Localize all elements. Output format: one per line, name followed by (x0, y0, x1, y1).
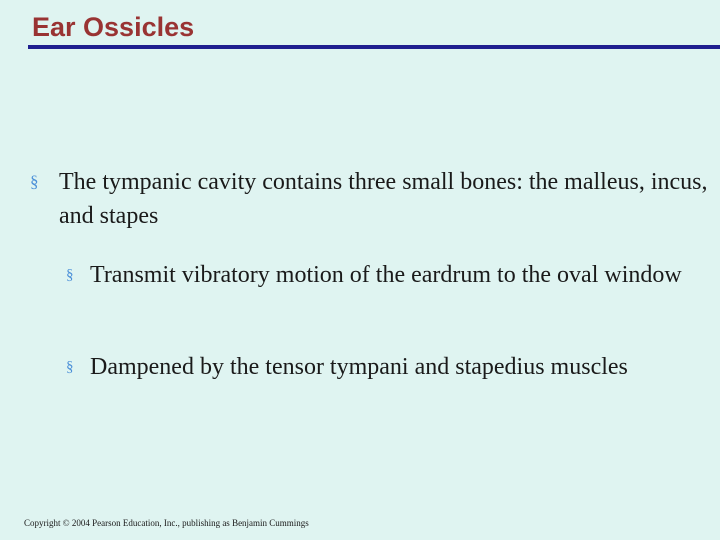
copyright-footer: Copyright © 2004 Pearson Education, Inc., publishing as Benjamin Cummings (24, 518, 309, 528)
bullet-text: The tympanic cavity contains three small bones: the malleus, incus, and stapes (59, 169, 708, 229)
bullet-marker-icon: § (66, 267, 74, 283)
title-underline-rule (28, 45, 720, 49)
bullet-text: Dampened by the tensor tympani and stapedius muscles (90, 354, 628, 380)
bullet-text: Transmit vibratory motion of the eardrum to the oval window (90, 262, 682, 288)
bullet-level2-item (66, 350, 706, 384)
bullet-level1-item (30, 165, 710, 233)
bullet-marker-icon: § (30, 172, 39, 191)
slide-title: Ear Ossicles (32, 12, 195, 42)
bullet-marker-icon: § (66, 359, 74, 375)
bullet-level2-item (66, 258, 706, 292)
